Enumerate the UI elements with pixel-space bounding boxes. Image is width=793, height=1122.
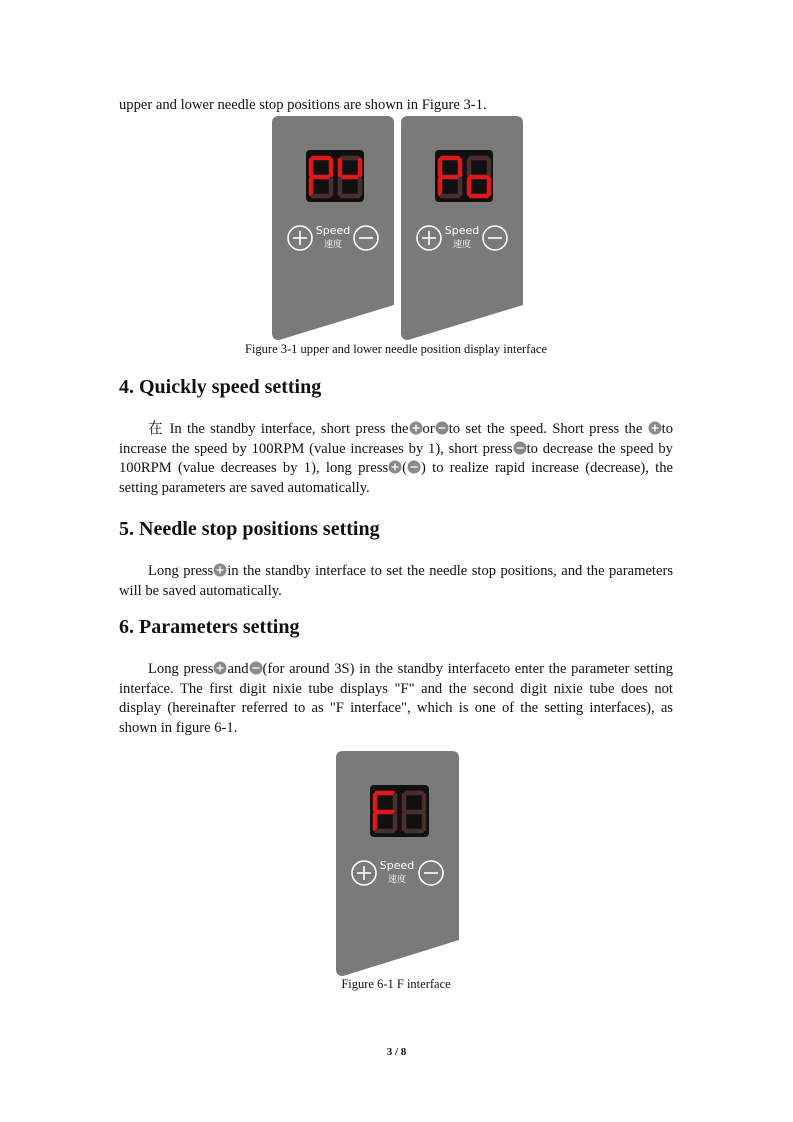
section-4-heading: 4. Quickly speed setting: [119, 376, 322, 398]
section-6-heading: 6. Parameters setting: [119, 616, 300, 638]
section-4-body: 在 In the standby interface, short press the or to set the speed. Short press the to increase the speed by 100RPM (value increases by 1), short press to decrease the speed by 100RPM (value decreases by 1), long press ( ) to realize rapid increase (decrease), the setting parameters are saved automatically.: [119, 421, 674, 496]
speed-label-zh: 速度: [452, 240, 472, 250]
panel-f-interface: [336, 751, 459, 976]
intro-text: upper and lower needle stop positions are shown in Figure 3-1.: [119, 97, 487, 113]
plus-key-icon: [409, 421, 423, 435]
panel-lower-position: [401, 116, 523, 340]
minus-key-icon: [407, 460, 421, 474]
speed-label: Speed: [444, 224, 480, 237]
minus-key-icon: [249, 661, 263, 675]
speed-label-zh: 速度: [323, 240, 343, 250]
section-5-heading: 5. Needle stop positions setting: [119, 518, 380, 540]
section-5-body: Long press in the standby interface to set the needle stop positions, and the parameters will be saved automatically.: [119, 563, 674, 599]
minus-key-icon: [513, 441, 527, 455]
minus-key-icon: [435, 421, 449, 435]
page-number: 3 / 8: [386, 1046, 407, 1058]
plus-key-icon: [648, 421, 662, 435]
plus-key-icon: [388, 460, 402, 474]
figure-6-1-caption: Figure 6-1 F interface: [341, 977, 451, 991]
plus-key-icon: [213, 661, 227, 675]
speed-label: Speed: [379, 859, 415, 872]
section-6-body: Long press and (for around 3S) in the standby interfaceto enter the parameter setting interface. The first digit nixie tube displays "F" and the second digit nixie tube does not display (hereinafter referred to as "F interface", which is one of the setting interfaces), as shown in figure 6-1.: [119, 661, 673, 736]
speed-label-zh: 速度: [387, 875, 407, 885]
figure-3-1-caption: Figure 3-1 upper and lower needle position display interface: [245, 342, 547, 356]
speed-label: Speed: [315, 224, 351, 237]
plus-key-icon: [213, 563, 227, 577]
panel-upper-position: [272, 116, 394, 340]
